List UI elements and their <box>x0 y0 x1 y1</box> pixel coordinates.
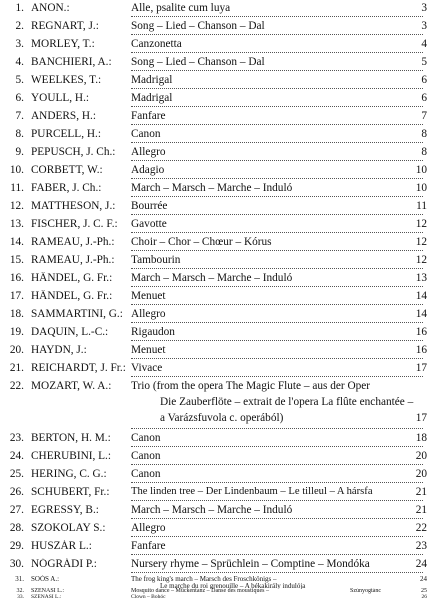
entry-page: 11 <box>416 200 427 212</box>
entry-title: The linden tree – Der Lindenbaum – Le tilleul – A hársfa <box>131 486 373 497</box>
entry-number: 32. <box>16 588 24 594</box>
row-divider <box>131 322 423 323</box>
entry-author: PEPUSCH, J. Ch.: <box>31 146 116 158</box>
entry-title: Allegro <box>131 146 166 158</box>
entry-page: 7 <box>421 110 427 122</box>
entry-title: Alle, psalite cum luya <box>131 2 231 14</box>
row-divider <box>131 142 423 143</box>
entry-page: 22 <box>415 522 427 534</box>
entry-number: 8. <box>15 128 24 140</box>
entry-author: HAYDN, J.: <box>31 344 87 356</box>
row-divider <box>131 518 423 519</box>
entry-number: 31. <box>15 575 24 583</box>
entry-title: Bourrée <box>131 200 168 212</box>
entry-author: RAMEAU, J.-Ph.: <box>31 236 115 248</box>
row-divider <box>131 178 423 179</box>
toc-entry <box>0 380 433 428</box>
entry-page: 3 <box>421 20 427 32</box>
entry-title: Tambourin <box>131 254 181 266</box>
entry-number: 17. <box>9 290 24 302</box>
entry-title: Vivace <box>131 362 163 374</box>
entry-title: Canon <box>131 128 161 140</box>
entry-number: 20. <box>9 344 24 356</box>
entry-title: Choir – Chor – Chœur – Kórus <box>131 236 272 248</box>
entry-title: Madrigal <box>131 74 173 86</box>
entry-title-continuation: a Varázsfuvola c. operából) <box>160 412 284 424</box>
entry-author: RAMEAU, J.-Ph.: <box>31 254 115 266</box>
entry-page: 14 <box>415 308 427 320</box>
entry-author: HÄNDEL, G. Fr.: <box>31 290 113 302</box>
row-divider <box>131 214 423 215</box>
row-divider <box>131 340 423 341</box>
entry-number: 30. <box>9 558 24 570</box>
row-divider <box>131 304 423 305</box>
entry-page: 26 <box>421 594 427 600</box>
entry-page: 6 <box>421 92 427 104</box>
entry-author: SOÓS A.: <box>31 575 60 583</box>
entry-author: WEELKES, T.: <box>31 74 102 86</box>
entry-page: 10 <box>415 182 427 194</box>
entry-number: 25. <box>9 468 24 480</box>
entry-page: 21 <box>415 486 427 498</box>
entry-number: 15. <box>9 254 24 266</box>
entry-page: 20 <box>415 450 427 462</box>
entry-number: 33. <box>17 594 24 600</box>
entry-number: 2. <box>15 20 24 32</box>
entry-title-continuation: Szúnyogtánc <box>350 588 381 594</box>
row-divider <box>131 160 423 161</box>
entry-author: SCHUBERT, Fr.: <box>31 486 110 498</box>
row-divider <box>131 286 423 287</box>
entry-author: CHERUBINI, L.: <box>31 450 112 462</box>
entry-title: Trio (from the opera The Magic Flute – aus der Oper <box>131 380 371 392</box>
entry-number: 5. <box>15 74 24 86</box>
entry-number: 3. <box>15 38 24 50</box>
entry-author: NÓGRÁDI P.: <box>31 558 97 570</box>
row-divider <box>131 482 423 483</box>
row-divider <box>131 268 423 269</box>
entry-title-continuation: Le marche du roi grenouille – A békakirály indulója <box>160 582 306 589</box>
entry-page: 24 <box>420 575 427 583</box>
entry-author: FISCHER, J. C. F.: <box>31 218 118 230</box>
entry-page: 17 <box>415 412 427 424</box>
entry-title: Madrigal <box>131 92 173 104</box>
entry-page: 3 <box>421 2 427 14</box>
entry-title: Canon <box>131 468 161 480</box>
row-divider <box>131 124 423 125</box>
row-divider <box>131 500 423 501</box>
entry-page: 25 <box>421 588 427 594</box>
entry-page: 14 <box>415 290 427 302</box>
entry-number: 7. <box>15 110 24 122</box>
row-divider <box>131 52 423 53</box>
entry-author: SZÉNÁSI L.: <box>31 588 64 594</box>
entry-number: 16. <box>9 272 24 284</box>
entry-number: 28. <box>9 522 24 534</box>
row-divider <box>131 446 423 447</box>
entry-author: REICHARDT, J. Fr.: <box>31 362 126 374</box>
row-divider <box>131 376 423 377</box>
entry-author: HERING, C. G.: <box>31 468 107 480</box>
entry-page: 18 <box>415 432 427 444</box>
entry-title: The frog king's march – Marsch des Froschkönigs – <box>131 575 277 583</box>
entry-number: 14. <box>9 236 24 248</box>
entry-author: FABER, J. Ch.: <box>31 182 102 194</box>
entry-page: 24 <box>415 558 427 570</box>
entry-number: 13. <box>9 218 24 230</box>
entry-author: CORBETT, W.: <box>31 164 103 176</box>
entry-number: 26. <box>9 486 24 498</box>
entry-page: 13 <box>415 272 427 284</box>
entry-title: Fanfare <box>131 540 166 552</box>
entry-title: Adagio <box>131 164 165 176</box>
entry-page: 16 <box>415 326 427 338</box>
entry-title: Mosquito dance – Mückentanz – Danse des moustiques – <box>131 588 269 594</box>
entry-page: 8 <box>421 146 427 158</box>
row-divider <box>131 232 423 233</box>
entry-author: YOULL, H.: <box>31 92 90 104</box>
entry-title: Clown – Bohóc <box>131 594 166 600</box>
entry-title: Allegro <box>131 308 166 320</box>
entry-author: BANCHIERI, A.: <box>31 56 112 68</box>
entry-author: SZOKOLAY S.: <box>31 522 106 534</box>
entry-author: SAMMARTINI, G.: <box>31 308 123 320</box>
entry-author: DAQUIN, L.-C.: <box>31 326 109 338</box>
entry-author: HUSZÁR L.: <box>31 540 92 552</box>
entry-author: EGRESSY, B.: <box>31 504 99 516</box>
entry-page: 12 <box>415 236 427 248</box>
entry-number: 12. <box>9 200 24 212</box>
entry-number: 1. <box>15 2 24 14</box>
row-divider <box>131 428 423 429</box>
entry-title: Rigaudon <box>131 326 175 338</box>
entry-title: Canzonetta <box>131 38 182 50</box>
entry-number: 10. <box>9 164 24 176</box>
entry-title: Song – Lied – Chanson – Dal <box>131 56 265 68</box>
entry-page: 12 <box>415 254 427 266</box>
entry-page: 5 <box>421 56 427 68</box>
entry-author: SZÉNÁSI L.: <box>31 594 62 600</box>
row-divider <box>131 106 423 107</box>
entry-author: MATTHESON, J.: <box>31 200 116 212</box>
row-divider <box>131 88 423 89</box>
entry-page: 6 <box>421 74 427 86</box>
entry-title-continuation: Die Zauberflöte – extrait de l'opera La flûte enchantée – <box>160 396 414 408</box>
entry-author: REGNART, J.: <box>31 20 99 32</box>
row-divider <box>131 554 423 555</box>
entry-number: 9. <box>15 146 24 158</box>
row-divider <box>131 536 423 537</box>
entry-number: 22. <box>9 380 24 392</box>
entry-title: Menuet <box>131 344 166 356</box>
row-divider <box>131 464 423 465</box>
row-divider <box>131 572 423 573</box>
toc-entry <box>0 594 433 600</box>
entry-page: 10 <box>415 164 427 176</box>
entry-title: Song – Lied – Chanson – Dal <box>131 20 265 32</box>
entry-number: 18. <box>9 308 24 320</box>
entry-number: 4. <box>15 56 24 68</box>
entry-title: Menuet <box>131 290 166 302</box>
entry-author: PURCELL, H.: <box>31 128 101 140</box>
entry-title: March – Marsch – Marche – Induló <box>131 182 293 194</box>
entry-number: 11. <box>10 182 24 194</box>
row-divider <box>131 16 423 17</box>
entry-title: Canon <box>131 450 161 462</box>
entry-title: Gavotte <box>131 218 167 230</box>
entry-author: ANDERS, H.: <box>31 110 96 122</box>
entry-author: MOZART, W. A.: <box>31 380 112 392</box>
entry-author: HÄNDEL, G. Fr.: <box>31 272 113 284</box>
row-divider <box>131 358 423 359</box>
entry-number: 19. <box>9 326 24 338</box>
entry-title: March – Marsch – Marche – Induló <box>131 504 293 516</box>
entry-page: 16 <box>415 344 427 356</box>
row-divider <box>131 196 423 197</box>
entry-page: 8 <box>421 128 427 140</box>
entry-author: BERTON, H. M.: <box>31 432 111 444</box>
entry-title: Nursery rhyme – Sprüchlein – Comptine – Mondóka <box>131 558 370 570</box>
entry-page: 20 <box>415 468 427 480</box>
entry-title: Canon <box>131 432 161 444</box>
entry-author: MORLEY, T.: <box>31 38 95 50</box>
entry-page: 23 <box>415 540 427 552</box>
entry-page: 12 <box>415 218 427 230</box>
entry-title: Fanfare <box>131 110 166 122</box>
entry-title: Allegro <box>131 522 166 534</box>
row-divider <box>131 250 423 251</box>
entry-page: 17 <box>415 362 427 374</box>
entry-number: 24. <box>9 450 24 462</box>
entry-number: 29. <box>9 540 24 552</box>
entry-title: March – Marsch – Marche – Induló <box>131 272 293 284</box>
row-divider <box>131 34 423 35</box>
entry-number: 23. <box>9 432 24 444</box>
entry-number: 6. <box>15 92 24 104</box>
entry-page: 21 <box>415 504 427 516</box>
entry-page: 4 <box>421 38 427 50</box>
entry-number: 27. <box>9 504 24 516</box>
entry-author: ANON.: <box>31 2 70 14</box>
entry-number: 21. <box>9 362 24 374</box>
row-divider <box>131 70 423 71</box>
